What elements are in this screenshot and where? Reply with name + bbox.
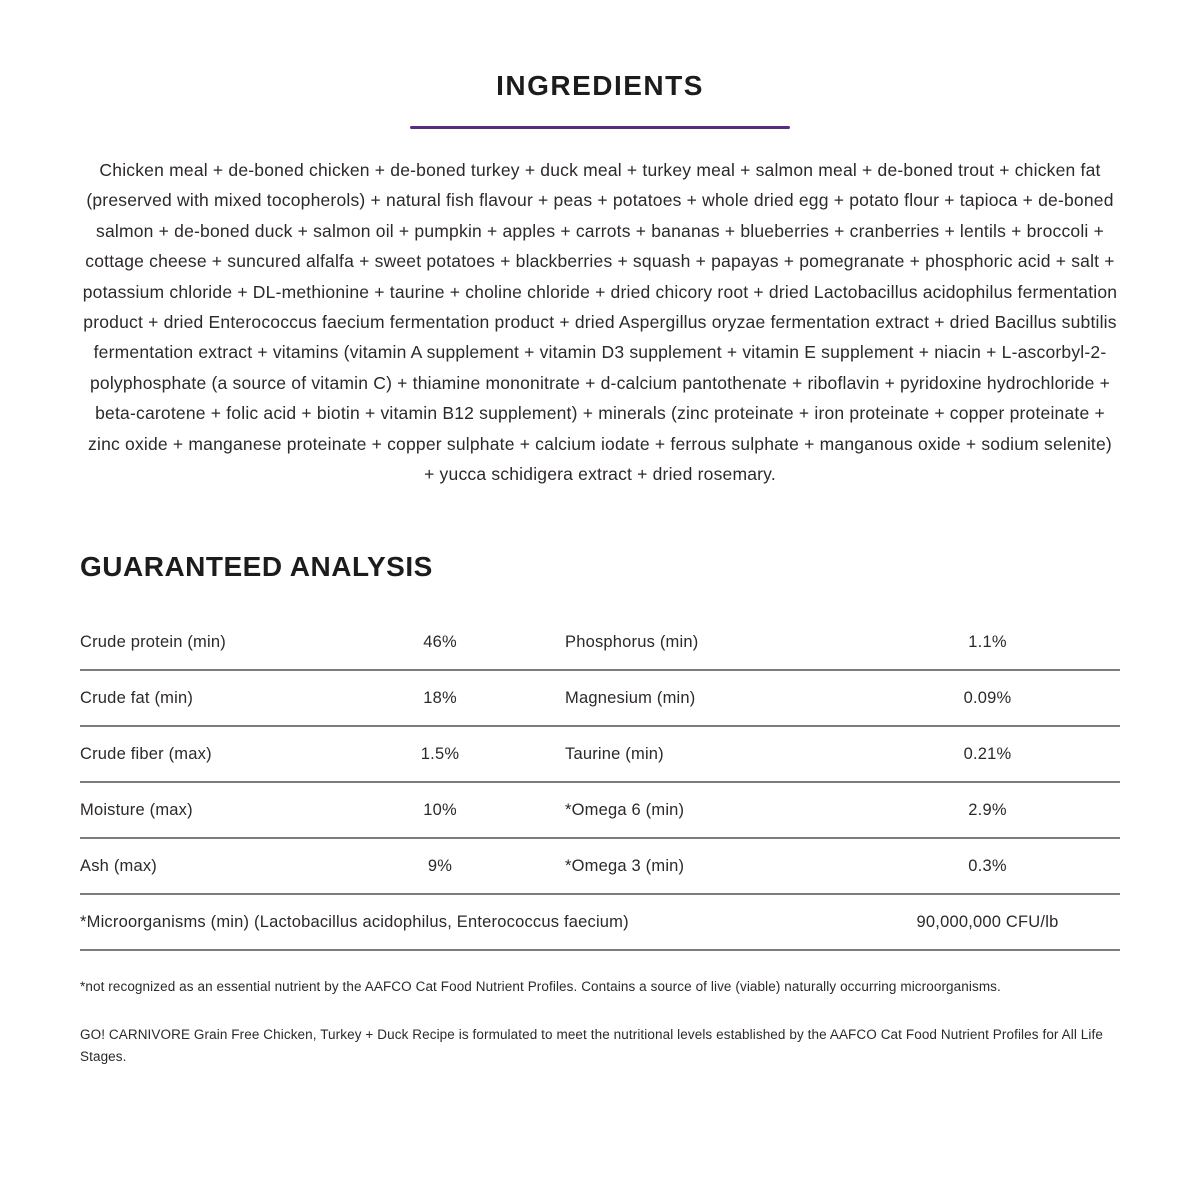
analysis-value: 46% (423, 632, 457, 651)
analysis-value: 0.21% (963, 744, 1012, 763)
analysis-value: 0.09% (963, 688, 1012, 707)
analysis-value: 10% (423, 800, 457, 819)
analysis-value: 18% (423, 688, 457, 707)
analysis-row (80, 671, 1120, 727)
analysis-value: 2.9% (968, 800, 1007, 819)
analysis-label: Crude fat (min) (80, 688, 194, 707)
ingredients-title: INGREDIENTS (496, 70, 704, 101)
analysis-label: Crude protein (min) (80, 632, 226, 651)
analysis-label: Crude fiber (max) (80, 744, 212, 763)
analysis-row-microorganisms (80, 895, 1120, 951)
analysis-label: Ash (max) (80, 856, 157, 875)
analysis-value: 0.3% (968, 856, 1007, 875)
analysis-label: Taurine (min) (565, 744, 664, 763)
aafco-footnote: *not recognized as an essential nutrient by the AAFCO Cat Food Nutrient Profiles. Contains a source of live (viable) naturally occurring microorganisms. (80, 979, 1001, 995)
analysis-value: 9% (427, 856, 453, 875)
analysis-value: 90,000,000 CFU/lb (916, 912, 1059, 931)
analysis-value: 1.5% (420, 744, 460, 763)
formulation-statement: GO! CARNIVORE Grain Free Chicken, Turkey + Duck Recipe is formulated to meet the nutritional levels established by the AAFCO Cat Food Nutrient Profiles for All Life Stages. (80, 1027, 1103, 1065)
analysis-value: 1.1% (968, 632, 1007, 651)
title-underline-rule (410, 126, 790, 129)
analysis-label: *Microorganisms (min) (Lactobacillus acidophilus, Enterococcus faecium) (80, 912, 629, 931)
analysis-label: Moisture (max) (80, 800, 193, 819)
analysis-label: Magnesium (min) (565, 688, 696, 707)
analysis-label: *Omega 3 (min) (565, 856, 685, 875)
analysis-label: *Omega 6 (min) (565, 800, 685, 819)
guaranteed-analysis-table (80, 615, 1120, 951)
analysis-row (80, 783, 1120, 839)
ingredients-paragraph: Chicken meal + de-boned chicken + de-boned turkey + duck meal + turkey meal + salmon meal + de-boned trout + chicken fat (preserved with mixed tocopherols) + natural fish flavour + peas + potatoes + whole dried egg + potato flour + tapioca + de-boned salmon + de-boned duck + salmon oil + pumpkin + apples + carrots + bananas + blueberries + cranberries + lentils + broccoli + cottage cheese + suncured alfalfa + sweet potatoes + blackberries + squash + papayas + pomegranate + phosphoric acid + salt + potassium chloride + DL-methionine + taurine + choline chloride + dried chicory root + dried Lactobacillus acidophilus fermentation product + dried Enterococcus faecium fermentation product + dried Aspergillus oryzae fermentation extract + dried Bacillus subtilis fermentation extract + vitamins (vitamin A supplement + vitamin D3 supplement + vitamin E supplement + niacin + L-ascorbyl-2-polyphosphate (a source of vitamin C) + thiamine mononitrate + d-calcium pantothenate + riboflavin + pyridoxine hydrochloride + beta-carotene + folic acid + biotin + vitamin B12 supplement) + minerals (zinc proteinate + iron proteinate + copper proteinate + zinc oxide + manganese proteinate + copper sulphate + calcium iodate + ferrous sulphate + manganous oxide + sodium selenite) + yucca schidigera extract + dried rosemary. (82, 160, 1118, 485)
guaranteed-analysis-title: GUARANTEED ANALYSIS (80, 551, 433, 583)
analysis-label: Phosphorus (min) (565, 632, 699, 651)
analysis-row (80, 839, 1120, 895)
analysis-row (80, 727, 1120, 783)
analysis-row (80, 615, 1120, 671)
